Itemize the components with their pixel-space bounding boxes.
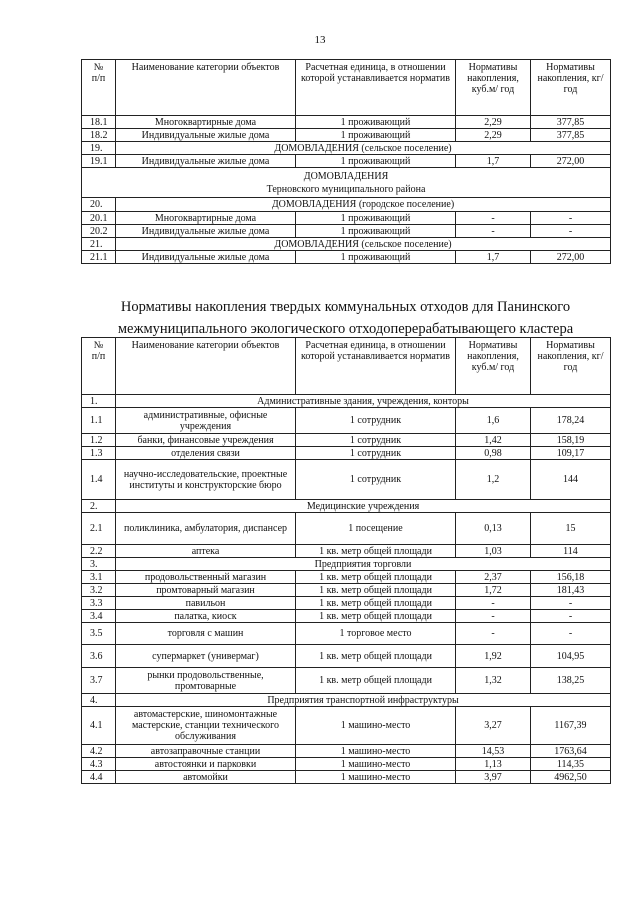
row-number: 3.2 — [82, 584, 116, 597]
volume-cell: 1,92 — [456, 645, 531, 668]
mass-cell: 1167,39 — [531, 707, 611, 745]
header-unit: Расчетная единица, в отношении которой устанавливается норматив — [296, 60, 456, 116]
unit-cell: 1 кв. метр общей площади — [296, 645, 456, 668]
mass-cell: 377,85 — [531, 129, 611, 142]
volume-cell: 3,97 — [456, 771, 531, 784]
row-number: 3.5 — [82, 623, 116, 645]
mass-cell: 4962,50 — [531, 771, 611, 784]
section-row — [82, 395, 611, 408]
unit-cell: 1 проживающий — [296, 225, 456, 238]
category-cell: аптека — [116, 545, 296, 558]
header-unit: Расчетная единица, в отношении которой устанавливается норматив — [296, 338, 456, 395]
unit-cell: 1 кв. метр общей площади — [296, 668, 456, 694]
section-title: Предприятия транспортной инфраструктуры — [116, 694, 611, 707]
table-row — [82, 225, 611, 238]
table-row — [82, 513, 611, 545]
mass-cell: 178,24 — [531, 408, 611, 434]
unit-cell: 1 кв. метр общей площади — [296, 571, 456, 584]
mass-cell: 181,43 — [531, 584, 611, 597]
row-number: 3.3 — [82, 597, 116, 610]
row-number: 2. — [82, 500, 116, 513]
category-cell: Индивидуальные жилые дома — [116, 251, 296, 264]
row-number: 19.1 — [82, 155, 116, 168]
mass-cell: 156,18 — [531, 571, 611, 584]
section-row — [82, 238, 611, 251]
volume-cell: - — [456, 623, 531, 645]
row-number: 20.2 — [82, 225, 116, 238]
unit-cell: 1 машино-место — [296, 745, 456, 758]
section-title: ДОМОВЛАДЕНИЯ (сельское поселение) — [116, 142, 611, 155]
volume-cell: 1,7 — [456, 251, 531, 264]
mass-cell: - — [531, 212, 611, 225]
header-num: № п/п — [82, 60, 116, 116]
mass-cell: - — [531, 597, 611, 610]
category-cell: продовольственный магазин — [116, 571, 296, 584]
volume-cell: - — [456, 610, 531, 623]
volume-cell: 3,27 — [456, 707, 531, 745]
category-cell: автомойки — [116, 771, 296, 784]
table-row — [82, 460, 611, 500]
category-cell: Многоквартирные дома — [116, 212, 296, 225]
mass-cell: - — [531, 623, 611, 645]
unit-cell: 1 посещение — [296, 513, 456, 545]
table-row — [82, 758, 611, 771]
volume-cell: 0,98 — [456, 447, 531, 460]
table-header-row — [82, 60, 611, 116]
volume-cell: 2,29 — [456, 129, 531, 142]
unit-cell: 1 торговое место — [296, 623, 456, 645]
category-cell: рынки продовольственные, промтоварные — [116, 668, 296, 694]
volume-cell: 1,2 — [456, 460, 531, 500]
table-row — [82, 571, 611, 584]
row-number: 3. — [82, 558, 116, 571]
row-number: 21. — [82, 238, 116, 251]
table-row — [82, 251, 611, 264]
volume-cell: - — [456, 225, 531, 238]
volume-cell: 1,03 — [456, 545, 531, 558]
category-cell: палатка, киоск — [116, 610, 296, 623]
mass-cell: 158,19 — [531, 434, 611, 447]
category-cell: автостоянки и парковки — [116, 758, 296, 771]
table-row — [82, 408, 611, 434]
row-number: 1.4 — [82, 460, 116, 500]
volume-cell: 1,42 — [456, 434, 531, 447]
mass-cell: 144 — [531, 460, 611, 500]
volume-cell: 0,13 — [456, 513, 531, 545]
unit-cell: 1 проживающий — [296, 155, 456, 168]
mass-cell: 138,25 — [531, 668, 611, 694]
category-cell: поликлиника, амбулатория, диспансер — [116, 513, 296, 545]
mass-cell: 109,17 — [531, 447, 611, 460]
table-row — [82, 597, 611, 610]
category-cell: супермаркет (универмаг) — [116, 645, 296, 668]
table-row — [82, 434, 611, 447]
volume-cell: 2,37 — [456, 571, 531, 584]
volume-cell: - — [456, 597, 531, 610]
mass-cell: 1763,64 — [531, 745, 611, 758]
header-mass: Нормативы накопления, кг/ год — [531, 60, 611, 116]
section-row — [82, 142, 611, 155]
volume-cell: 1,32 — [456, 668, 531, 694]
row-number: 4.3 — [82, 758, 116, 771]
header-num: № п/п — [82, 338, 116, 395]
row-number: 18.1 — [82, 116, 116, 129]
volume-cell: 2,29 — [456, 116, 531, 129]
category-cell: Индивидуальные жилые дома — [116, 129, 296, 142]
district-title-row — [82, 168, 611, 198]
row-number: 4. — [82, 694, 116, 707]
row-number: 1.3 — [82, 447, 116, 460]
row-number: 3.1 — [82, 571, 116, 584]
row-number: 2.2 — [82, 545, 116, 558]
section-row — [82, 558, 611, 571]
table-row — [82, 707, 611, 745]
unit-cell: 1 кв. метр общей площади — [296, 597, 456, 610]
row-number: 3.7 — [82, 668, 116, 694]
mass-cell: 114,35 — [531, 758, 611, 771]
table-row — [82, 645, 611, 668]
volume-cell: 1,7 — [456, 155, 531, 168]
unit-cell: 1 сотрудник — [296, 447, 456, 460]
volume-cell: - — [456, 212, 531, 225]
section-title: Предприятия торговли — [116, 558, 611, 571]
category-cell: научно-исследовательские, проектные институты и конструкторские бюро — [116, 460, 296, 500]
category-cell: Многоквартирные дома — [116, 116, 296, 129]
row-number: 1. — [82, 395, 116, 408]
category-cell: отделения связи — [116, 447, 296, 460]
table-header-row — [82, 338, 611, 395]
table-row — [82, 116, 611, 129]
unit-cell: 1 проживающий — [296, 116, 456, 129]
table-row — [82, 668, 611, 694]
row-number: 4.1 — [82, 707, 116, 745]
category-cell: торговля с машин — [116, 623, 296, 645]
table-row — [82, 129, 611, 142]
row-number: 4.4 — [82, 771, 116, 784]
table-row — [82, 447, 611, 460]
row-number: 1.2 — [82, 434, 116, 447]
table-row — [82, 745, 611, 758]
unit-cell: 1 проживающий — [296, 251, 456, 264]
row-number: 21.1 — [82, 251, 116, 264]
section-row — [82, 500, 611, 513]
category-cell: Индивидуальные жилые дома — [116, 225, 296, 238]
volume-cell: 1,13 — [456, 758, 531, 771]
norms-table-ternovsky — [81, 59, 611, 264]
category-cell: административные, офисные учреждения — [116, 408, 296, 434]
volume-cell: 14,53 — [456, 745, 531, 758]
section-title: ДОМОВЛАДЕНИЯ (сельское поселение) — [116, 238, 611, 251]
table-row — [82, 623, 611, 645]
unit-cell: 1 машино-место — [296, 758, 456, 771]
unit-cell: 1 проживающий — [296, 212, 456, 225]
mass-cell: 272,00 — [531, 251, 611, 264]
unit-cell: 1 машино-место — [296, 707, 456, 745]
volume-cell: 1,6 — [456, 408, 531, 434]
row-number: 20. — [82, 198, 116, 212]
category-cell: промтоварный магазин — [116, 584, 296, 597]
volume-cell: 1,72 — [456, 584, 531, 597]
table-row — [82, 155, 611, 168]
norms-table-paninsky — [81, 337, 611, 784]
category-cell: автозаправочные станции — [116, 745, 296, 758]
mass-cell: 15 — [531, 513, 611, 545]
table-row — [82, 584, 611, 597]
row-number: 20.1 — [82, 212, 116, 225]
header-category: Наименование категории объектов — [116, 338, 296, 395]
mass-cell: - — [531, 225, 611, 238]
category-cell: павильон — [116, 597, 296, 610]
row-number: 3.6 — [82, 645, 116, 668]
unit-cell: 1 кв. метр общей площади — [296, 584, 456, 597]
section-title: Административные здания, учреждения, конторы — [116, 395, 611, 408]
section-title: ДОМОВЛАДЕНИЯ (городское поселение) — [116, 198, 611, 212]
header-mass: Нормативы накопления, кг/ год — [531, 338, 611, 395]
row-number: 3.4 — [82, 610, 116, 623]
unit-cell: 1 сотрудник — [296, 434, 456, 447]
mass-cell: - — [531, 610, 611, 623]
row-number: 4.2 — [82, 745, 116, 758]
unit-cell: 1 сотрудник — [296, 408, 456, 434]
table-row — [82, 545, 611, 558]
row-number: 18.2 — [82, 129, 116, 142]
table-row — [82, 212, 611, 225]
unit-cell: 1 машино-место — [296, 771, 456, 784]
header-volume: Нормативы накопления, куб.м/ год — [456, 60, 531, 116]
category-cell: банки, финансовые учреждения — [116, 434, 296, 447]
mass-cell: 272,00 — [531, 155, 611, 168]
section-row — [82, 694, 611, 707]
row-number: 2.1 — [82, 513, 116, 545]
unit-cell: 1 сотрудник — [296, 460, 456, 500]
section-heading: Нормативы накопления твердых коммунальных отходов для Панинского межмуниципального экологического отходоперерабатывающего кластера — [117, 299, 574, 337]
header-volume: Нормативы накопления, куб.м/ год — [456, 338, 531, 395]
mass-cell: 377,85 — [531, 116, 611, 129]
category-cell: автомастерские, шиномонтажные мастерские, станции технического обслуживания — [116, 707, 296, 745]
table-row — [82, 771, 611, 784]
unit-cell: 1 кв. метр общей площади — [296, 545, 456, 558]
unit-cell: 1 проживающий — [296, 129, 456, 142]
section-row — [82, 198, 611, 212]
row-number: 19. — [82, 142, 116, 155]
mass-cell: 114 — [531, 545, 611, 558]
section-title: Медицинские учреждения — [116, 500, 611, 513]
page-number: 13 — [314, 34, 326, 46]
header-category: Наименование категории объектов — [116, 60, 296, 116]
table-row — [82, 610, 611, 623]
row-number: 1.1 — [82, 408, 116, 434]
district-title-line1: ДОМОВЛАДЕНИЯ — [303, 170, 389, 182]
district-title — [82, 168, 611, 198]
mass-cell: 104,95 — [531, 645, 611, 668]
category-cell: Индивидуальные жилые дома — [116, 155, 296, 168]
unit-cell: 1 кв. метр общей площади — [296, 610, 456, 623]
district-title-line2: Терновского муниципального района — [266, 183, 426, 195]
